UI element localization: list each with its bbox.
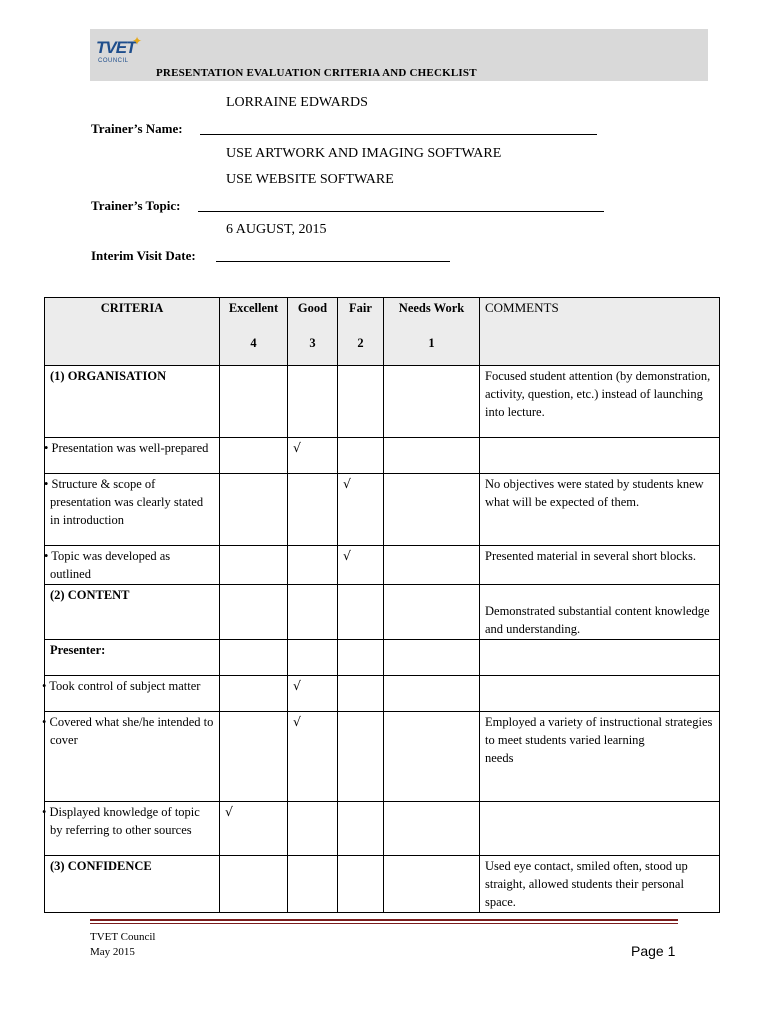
- visit-date-label: Interim Visit Date:: [91, 248, 196, 263]
- fair-header: Fair 2: [338, 298, 384, 366]
- excellent-cell: [220, 712, 288, 802]
- needs-work-cell: [384, 712, 480, 802]
- evaluation-table: [44, 297, 720, 913]
- table-row: [45, 438, 720, 474]
- trainer-topic-label: Trainer’s Topic:: [91, 198, 181, 213]
- comment-cell: No objectives were stated by students knew what will be expected of them.: [480, 474, 720, 546]
- criteria-cell: (1) ORGANISATION: [45, 366, 220, 438]
- needs-work-cell: [384, 438, 480, 474]
- visit-date-value: 6 AUGUST, 2015: [226, 222, 327, 237]
- fair-check-mark: √: [338, 474, 384, 546]
- fair-cell: [338, 676, 384, 712]
- excellent-cell: [220, 585, 288, 640]
- table-row: [45, 640, 720, 676]
- excellent-cell: [220, 474, 288, 546]
- good-cell: [288, 366, 338, 438]
- trainer-topic-line: [198, 211, 604, 212]
- fair-cell: [338, 856, 384, 913]
- needs-work-cell: [384, 546, 480, 585]
- criteria-cell: • Presentation was well-prepared: [45, 438, 220, 474]
- excellent-cell: [220, 546, 288, 585]
- comment-cell: Presented material in several short blocks.: [480, 546, 720, 585]
- criteria-cell: • Structure & scope of presentation was clearly stated in introduction: [45, 474, 220, 546]
- good-cell: [288, 585, 338, 640]
- criteria-cell: Presenter:: [45, 640, 220, 676]
- comment-cell: [480, 640, 720, 676]
- trainer-name-label: Trainer’s Name:: [91, 121, 183, 136]
- good-cell: [288, 802, 338, 856]
- good-check-mark: √: [288, 676, 338, 712]
- good-cell: [288, 640, 338, 676]
- comment-cell: Demonstrated substantial content knowledge and understanding.: [480, 585, 720, 640]
- comment-cell: [480, 438, 720, 474]
- table-row: [45, 856, 720, 913]
- fair-cell: [338, 366, 384, 438]
- visit-date-line: [216, 261, 450, 262]
- table-header-row: [45, 298, 720, 366]
- comment-cell: [480, 802, 720, 856]
- good-check-mark: √: [288, 712, 338, 802]
- tvet-logo: [96, 34, 148, 68]
- good-check-mark: √: [288, 438, 338, 474]
- trainer-name-line: [200, 134, 597, 135]
- good-cell: [288, 856, 338, 913]
- footer-divider: [90, 919, 678, 921]
- comment-cell: Focused student attention (by demonstration, activity, question, etc.) instead of launching into lecture.: [480, 366, 720, 438]
- needs-work-header: Needs Work 1: [384, 298, 480, 366]
- table-row: [45, 366, 720, 438]
- needs-work-cell: [384, 856, 480, 913]
- page-number: Page 1: [631, 943, 676, 959]
- comment-cell: Employed a variety of instructional strategies to meet students varied learning needs: [480, 712, 720, 802]
- fair-cell: [338, 712, 384, 802]
- excellent-cell: [220, 640, 288, 676]
- criteria-cell: • Covered what she/he intended to cover: [45, 712, 220, 802]
- table-row: [45, 676, 720, 712]
- excellent-header: Excellent 4: [220, 298, 288, 366]
- good-cell: [288, 474, 338, 546]
- criteria-cell: (3) CONFIDENCE: [45, 856, 220, 913]
- comment-cell: Used eye contact, smiled often, stood up straight, allowed students their personal space.: [480, 856, 720, 913]
- needs-work-cell: [384, 676, 480, 712]
- good-header: Good 3: [288, 298, 338, 366]
- comments-header: COMMENTS: [480, 298, 720, 366]
- logo-text: TVET: [96, 38, 136, 57]
- star-icon: ✦: [132, 34, 143, 48]
- fair-check-mark: √: [338, 546, 384, 585]
- footer-org: TVET Council: [90, 931, 156, 943]
- table-row: [45, 546, 720, 585]
- logo-subtext: COUNCIL: [98, 58, 129, 64]
- excellent-cell: [220, 856, 288, 913]
- needs-work-cell: [384, 585, 480, 640]
- criteria-cell: (2) CONTENT: [45, 585, 220, 640]
- topic-value-2: USE WEBSITE SOFTWARE: [226, 172, 394, 187]
- comment-cell: [480, 676, 720, 712]
- footer-date: May 2015: [90, 946, 135, 958]
- footer-info: [90, 930, 155, 960]
- footer-divider-thin: [90, 923, 678, 924]
- needs-work-cell: [384, 474, 480, 546]
- excellent-check-mark: √: [220, 802, 288, 856]
- excellent-cell: [220, 438, 288, 474]
- fair-cell: [338, 585, 384, 640]
- excellent-cell: [220, 366, 288, 438]
- needs-work-cell: [384, 640, 480, 676]
- table-row: [45, 712, 720, 802]
- needs-work-cell: [384, 366, 480, 438]
- document-title: PRESENTATION EVALUATION CRITERIA AND CHECKLIST: [156, 67, 477, 79]
- criteria-cell: • Took control of subject matter: [45, 676, 220, 712]
- excellent-cell: [220, 676, 288, 712]
- needs-work-cell: [384, 802, 480, 856]
- table-row: [45, 585, 720, 640]
- table-row: [45, 802, 720, 856]
- topic-value-1: USE ARTWORK AND IMAGING SOFTWARE: [226, 146, 502, 161]
- good-cell: [288, 546, 338, 585]
- criteria-cell: • Displayed knowledge of topic by referring to other sources: [45, 802, 220, 856]
- trainer-name-value: LORRAINE EDWARDS: [226, 95, 368, 110]
- criteria-cell: • Topic was developed as outlined: [45, 546, 220, 585]
- fair-cell: [338, 640, 384, 676]
- table-row: [45, 474, 720, 546]
- fair-cell: [338, 438, 384, 474]
- criteria-header: CRITERIA: [45, 298, 220, 366]
- fair-cell: [338, 802, 384, 856]
